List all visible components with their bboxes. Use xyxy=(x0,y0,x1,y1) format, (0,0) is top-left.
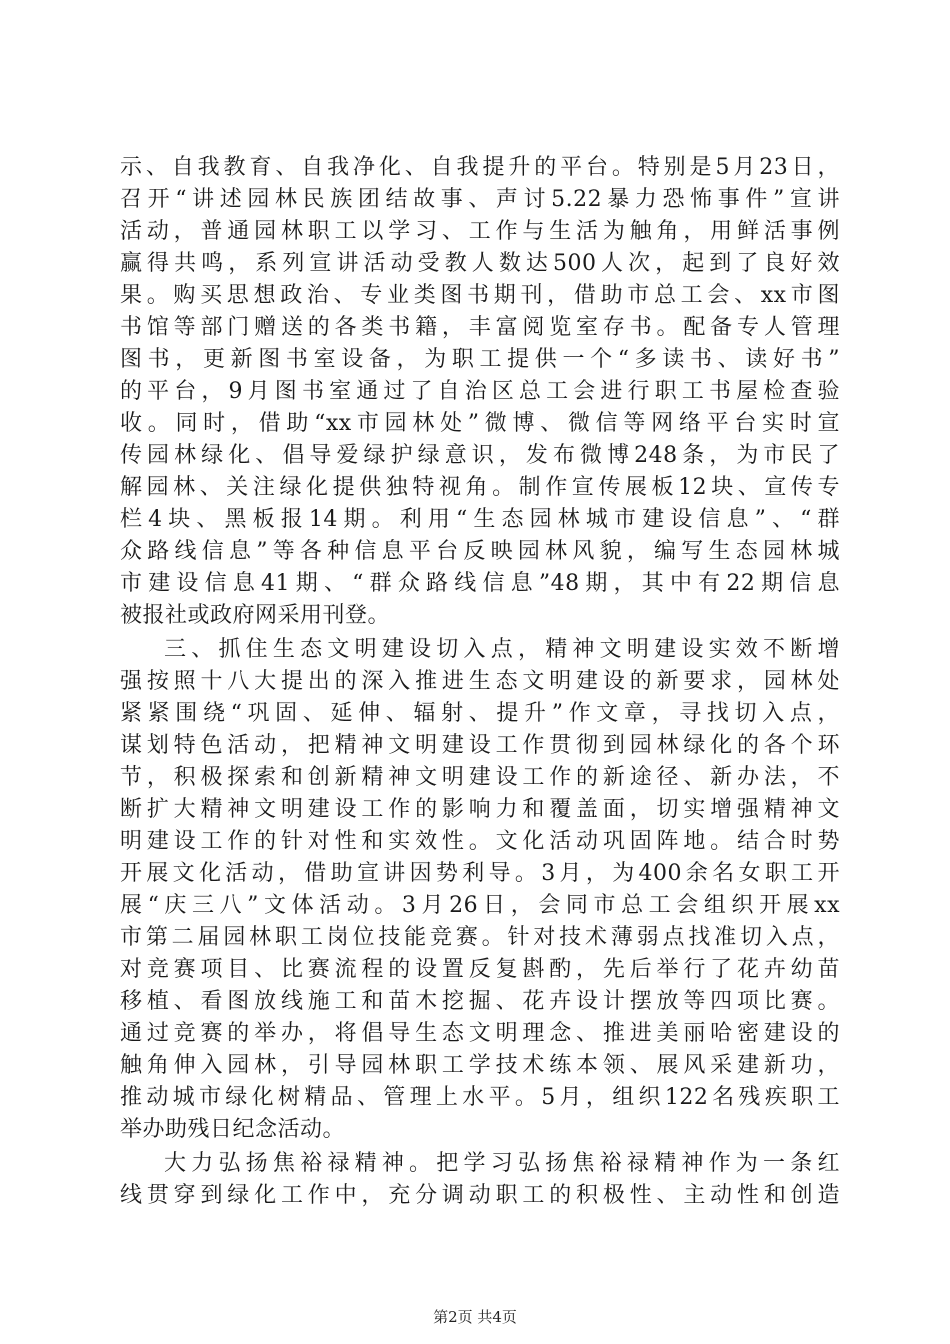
text-line: 图书，更新图书室设备，为职工提供一个“多读书、读好书” xyxy=(120,347,840,372)
text-line: 触角伸入园林，引导园林职工学技术练本领、展风采建新功， xyxy=(120,1053,840,1078)
text-line: 栏4块、黑板报14期。利用“生态园林城市建设信息”、“群 xyxy=(120,507,840,532)
section-heading-line: 三、抓住生态文明建设切入点，精神文明建设实效不断增 xyxy=(164,637,840,662)
text-line: 通过竞赛的举办，将倡导生态文明理念、推进美丽哈密建设的 xyxy=(120,1021,840,1046)
text-line: 书馆等部门赠送的各类书籍，丰富阅览室存书。配备专人管理 xyxy=(120,315,840,340)
text-line: 收。同时，借助“xx市园林处”微博、微信等网络平台实时宣 xyxy=(120,411,840,436)
page-number-footer: 第2页 共4页 xyxy=(433,1308,517,1326)
paragraph-start-line: 大力弘扬焦裕禄精神。把学习弘扬焦裕禄精神作为一条红 xyxy=(164,1151,840,1176)
text-line: 强按照十八大提出的深入推进生态文明建设的新要求，园林处 xyxy=(120,669,840,694)
text-line: 明建设工作的针对性和实效性。文化活动巩固阵地。结合时势 xyxy=(120,829,840,854)
text-line: 赢得共鸣，系列宣讲活动受教人数达500人次，起到了良好效 xyxy=(120,251,840,276)
text-line: 活动，普通园林职工以学习、工作与生活为触角，用鲜活事例 xyxy=(120,219,840,244)
text-line: 示、自我教育、自我净化、自我提升的平台。特别是5月23日， xyxy=(120,155,840,180)
text-line: 的平台，9月图书室通过了自治区总工会进行职工书屋检查验 xyxy=(120,379,840,404)
text-line: 市第二届园林职工岗位技能竞赛。针对技术薄弱点找准切入点， xyxy=(120,925,840,950)
text-line: 节，积极探索和创新精神文明建设工作的新途径、新办法，不 xyxy=(120,765,840,790)
text-line: 对竞赛项目、比赛流程的设置反复斟酌，先后举行了花卉幼苗 xyxy=(120,957,840,982)
text-line: 线贯穿到绿化工作中，充分调动职工的积极性、主动性和创造 xyxy=(120,1183,840,1208)
text-line: 开展文化活动，借助宣讲因势利导。3月，为400余名女职工开 xyxy=(120,861,840,886)
text-line: 移植、看图放线施工和苗木挖掘、花卉设计摆放等四项比赛。 xyxy=(120,989,840,1014)
text-line: 推动城市绿化树精品、管理上水平。5月，组织122名残疾职工 xyxy=(120,1085,840,1110)
text-line: 市建设信息41期、“群众路线信息”48期，其中有22期信息 xyxy=(120,571,840,596)
text-line: 谋划特色活动，把精神文明建设工作贯彻到园林绿化的各个环 xyxy=(120,733,840,758)
text-line: 召开“讲述园林民族团结故事、声讨5.22暴力恐怖事件”宣讲 xyxy=(120,187,840,212)
text-line: 紧紧围绕“巩固、延伸、辐射、提升”作文章，寻找切入点， xyxy=(120,701,840,726)
text-line: 传园林绿化、倡导爱绿护绿意识，发布微博248条，为市民了 xyxy=(120,443,840,468)
text-line: 展“庆三八”文体活动。3月26日，会同市总工会组织开展xx xyxy=(120,893,840,918)
text-line: 举办助残日纪念活动。 xyxy=(120,1117,346,1142)
text-line: 果。购买思想政治、专业类图书期刊，借助市总工会、xx市图 xyxy=(120,283,840,308)
text-line: 被报社或政府网采用刊登。 xyxy=(120,603,391,628)
text-line: 断扩大精神文明建设工作的影响力和覆盖面，切实增强精神文 xyxy=(120,797,840,822)
text-line: 众路线信息”等各种信息平台反映园林风貌，编写生态园林城 xyxy=(120,539,840,564)
body-text xyxy=(120,152,840,1212)
text-line: 解园林、关注绿化提供独特视角。制作宣传展板12块、宣传专 xyxy=(120,475,840,500)
